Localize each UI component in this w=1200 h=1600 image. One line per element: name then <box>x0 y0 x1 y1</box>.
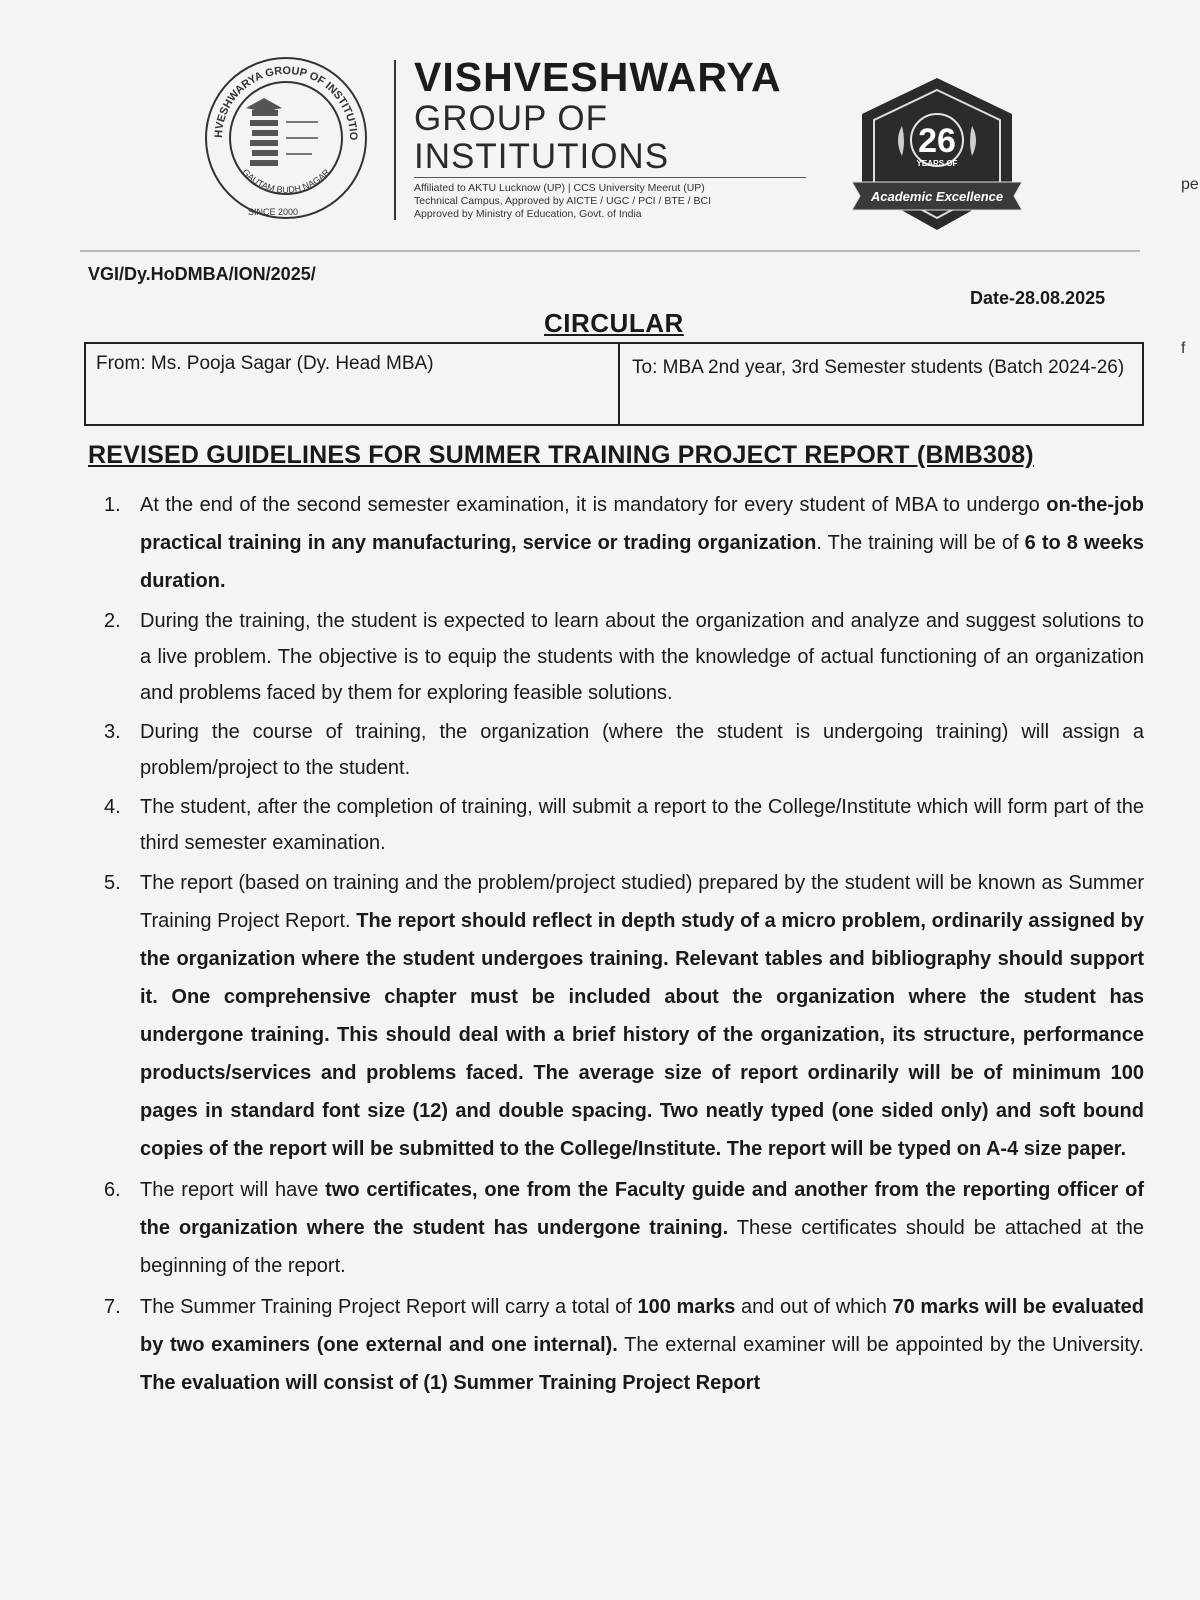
guideline-item-3 <box>96 714 1144 786</box>
item-text-bold: 70 marks will be evaluated by two examiners (one external and one internal). <box>140 1296 1144 1356</box>
reference-number: VGI/Dy.HoDMBA/ION/2025/ <box>88 264 316 284</box>
org-name-line2: GROUP OF <box>414 99 609 138</box>
item-number: 6. <box>104 1179 121 1201</box>
from-to-table <box>84 342 1144 426</box>
item-number: 1. <box>104 494 121 516</box>
guideline-item-1 <box>96 486 1144 600</box>
seal-since: SINCE 2000 <box>248 207 299 217</box>
header-rule <box>80 250 1140 252</box>
edge-text-fragment: pe <box>1181 176 1199 193</box>
item-text: The report will have <box>140 1179 326 1201</box>
item-text: The student, after the completion of training, will submit a report to the College/Institute which will form part of the third semester examination. <box>140 796 1144 854</box>
item-text: and out of which <box>735 1296 893 1318</box>
badge-ribbon-text: Academic Excellence <box>870 189 1004 204</box>
item-text: During the course of training, the organization (where the student is undergoing training) will assign a problem/project to the student. <box>140 721 1144 779</box>
guideline-item-2 <box>96 603 1144 711</box>
badge-number: 26 <box>918 122 956 160</box>
guideline-item-7 <box>96 1288 1144 1402</box>
guideline-item-4 <box>96 789 1144 861</box>
header-divider <box>394 60 396 220</box>
svg-text:GAUTAM BUDH NAGAR <box>240 167 332 195</box>
item-number: 2. <box>104 610 121 632</box>
item-text-bold: 100 marks <box>637 1296 736 1318</box>
to-cell: To: MBA 2nd year, 3rd Semester students (Batch 2024-26) <box>632 357 1125 378</box>
item-text: The external examiner will be appointed by the University. <box>617 1334 1144 1356</box>
item-text: These certificates should be attached at the beginning of the report. <box>140 1217 1144 1277</box>
item-text: The report (based on training and the problem/project studied) prepared by the student will be known as Summer Training Project Report. <box>140 872 1144 932</box>
affiliation-line-1: Affiliated to AKTU Lucknow (UP) | CCS University Meerut (UP) <box>414 182 705 194</box>
item-text-bold: The evaluation will consist of (1) Summer Training Project Report <box>140 1372 761 1394</box>
org-name-line3: INSTITUTIONS <box>414 137 670 176</box>
item-number: 4. <box>104 796 121 818</box>
guideline-item-5 <box>96 864 1144 1168</box>
seal-ring-text-bottom: GAUTAM BUDH NAGAR <box>240 166 332 195</box>
item-text-bold: two certificates, one from the Faculty guide and another from the reporting officer of the organization where the student has undergone training. <box>140 1179 1145 1239</box>
item-number: 5. <box>104 872 121 894</box>
from-cell: From: Ms. Pooja Sagar (Dy. Head MBA) <box>86 344 620 424</box>
item-text-bold: on-the-job practical training in any manufacturing, service or trading organization <box>140 494 1144 554</box>
guidelines-list <box>96 486 1144 1405</box>
svg-text:VISHVESHWARYA GROUP OF INSTITU <box>200 52 359 141</box>
guideline-item-6 <box>96 1171 1144 1285</box>
org-underline <box>414 177 806 178</box>
item-number: 3. <box>104 721 121 743</box>
org-name: VISHVESHWARYA <box>414 54 782 100</box>
item-text: At the end of the second semester examination, it is mandatory for every student of MBA to undergo <box>140 494 1047 516</box>
item-number: 7. <box>104 1296 121 1318</box>
circular-title: CIRCULAR <box>544 308 684 338</box>
affiliation-line-3: Approved by Ministry of Education, Govt. of India <box>414 208 642 220</box>
seal-ring-text-top: HVESHWARYA GROUP OF INSTITUTIO <box>212 64 360 141</box>
institution-seal-icon <box>200 52 372 224</box>
item-text-bold: 6 to 8 weeks duration. <box>140 532 1144 592</box>
years-badge-icon <box>852 76 1022 236</box>
guidelines-title: REVISED GUIDELINES FOR SUMMER TRAINING PROJECT REPORT (BMB308) <box>88 441 1034 469</box>
item-text: The Summer Training Project Report will carry a total of <box>140 1296 638 1318</box>
item-text: During the training, the student is expected to learn about the organization and analyze and suggest solutions to a live problem. The objective is to equip the students with the knowledge of actual functioning of an organization and problems faced by them for exploring feasible solutions. <box>140 610 1144 704</box>
badge-years-label: YEARS OF <box>916 159 958 168</box>
edge-text-fragment: f <box>1181 340 1186 357</box>
affiliation-line-2: Technical Campus, Approved by AICTE / UGC / PCI / BTE / BCI <box>414 195 712 207</box>
circular-date: Date-28.08.2025 <box>970 288 1106 308</box>
item-text: . The training will be of <box>816 532 1025 554</box>
item-text-bold: The report should reflect in depth study of a micro problem, ordinarily assigned by the organization where the student undergoes training. Relevant tables and bibliography should support it. One comprehensive chapter must be included about the organization where the student has undergone training. This should deal with a brief history of the organization, its structure, performance products/services and problems faced. The average size of report ordinarily will be of minimum 100 pages in standard font size (12) and double spacing. Two neatly typed (one sided only) and soft bound copies of the report will be submitted to the College/Institute. The report will be typed on A-4 size paper. <box>140 910 1145 1160</box>
